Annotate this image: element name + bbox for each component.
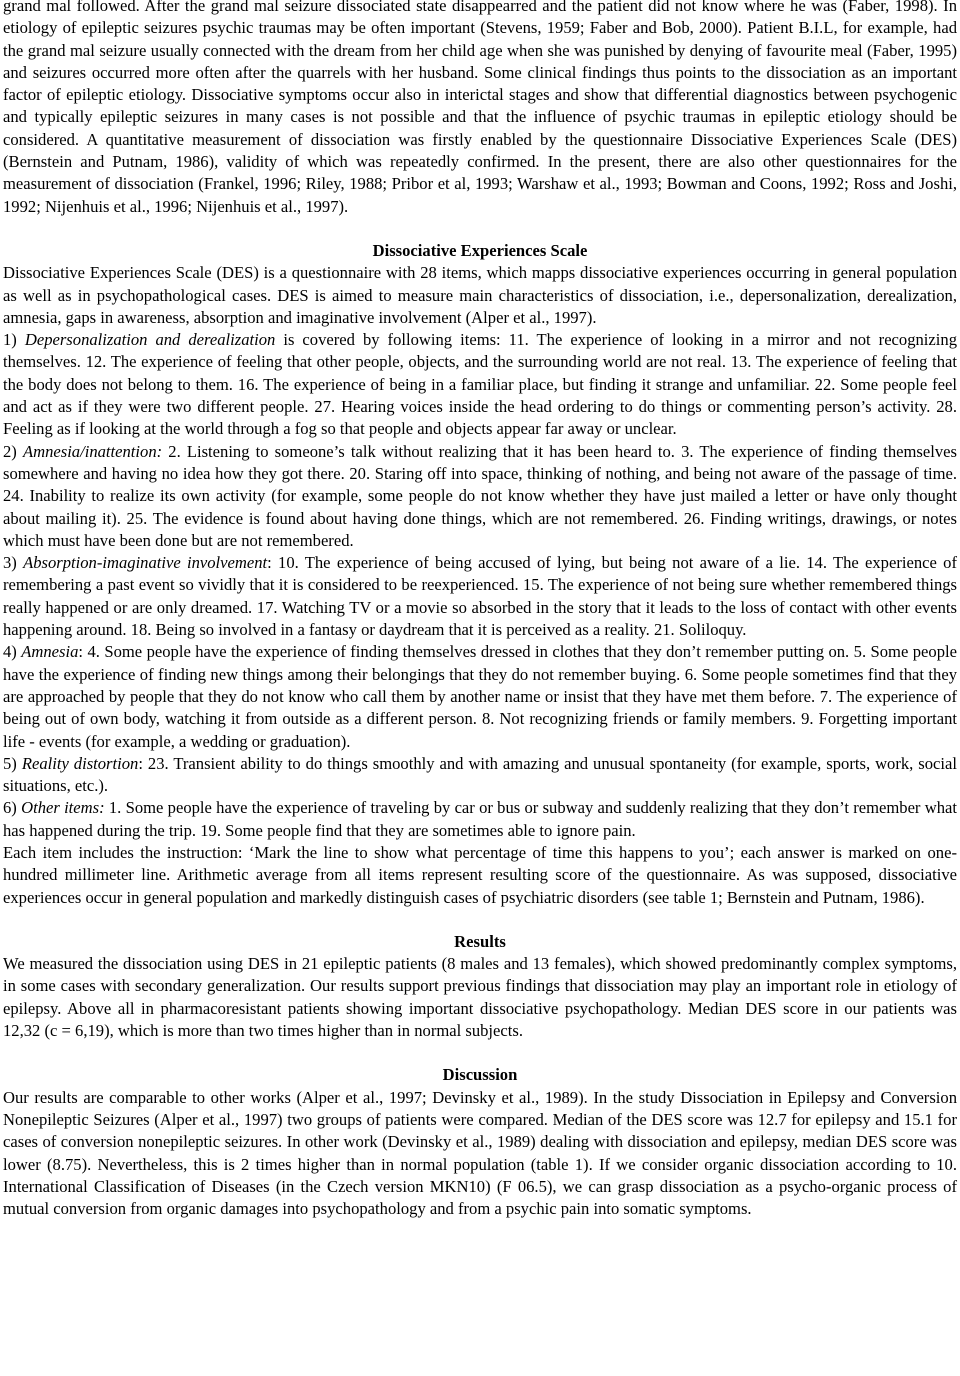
des-item-text: is covered by following items: 11. The experience of looking in a mirror and not recognizing themselves. 12. The experience of feeling that other people, objects, and the surrounding world are not real. 13. The experience of feeling that the body does not belong to them. 16. The experience of being in a familiar place, but finding it strange and unfamiliar. 22. Some people feel and act as if they were two different people. 27. Hearing voices inside the head ordering to do things or commenting person’s activity. 28. Feeling as if looking at the world through a fog so that people and objects appear far away or unclear. (3, 330, 957, 439)
results-paragraph: We measured the dissociation using DES in 21 epileptic patients (8 males and 13 females), which showed predominantly complex symptoms, in some cases with secondary generalization. Our results support previous findings that dissociation may play an important role in etiology of epilepsy. Above all in pharmacoresistant patients showing important dissociative psychopathology. Median DES score in our patients was 12,32 (c = 6,19), which is more than two times higher than in normal subjects. (3, 954, 957, 1041)
des-item-3 (3, 552, 957, 641)
des-item-number: 6) (3, 798, 22, 818)
section-gap (3, 218, 957, 240)
results-section-title: Results (454, 931, 506, 951)
des-item-label: Other items: (21, 798, 105, 818)
des-item-number: 4) (3, 642, 22, 662)
des-item-text: 1. Some people have the experience of traveling by car or bus or subway and suddenly realizing that they don’t remember what has happened during the trip. 19. Some people find that they are sometimes able to ignore pain. (3, 798, 957, 840)
des-item-label: Reality distortion (21, 753, 139, 773)
des-item-number: 3) (3, 553, 24, 573)
des-item-label: Amnesia/inattention: (22, 441, 163, 461)
des-item-label: Amnesia (21, 642, 79, 662)
des-closing-paragraph: Each item includes the instruction: ‘Mark the line to show what percentage of time this happens to you’; each answer is marked on one-hundred millimeter line. Arithmetic average from all items represent resulting score of the questionnaire. As was supposed, dissociative experiences occur in general population and markedly distinguish cases of psychiatric disorders (see table 1; Bernstein and Putnam, 1986). (3, 842, 957, 907)
des-item-label: Absorption-imaginative involvement (23, 553, 268, 573)
des-item-text: : 23. Transient ability to do things smoothly and with amazing and unusual spontaneity (for example, sports, work, social situations, etc.). (3, 753, 957, 796)
section-gap (3, 909, 957, 931)
des-item-text: : 4. Some people have the experience of finding themselves dressed in clothes that they don’t remember putting on. 5. Some people have the experience of finding new things among their belongings that they do not remember buying. 6. Some people sometimes find that they are approached by people that they do not know who call them by another name or insist that they have met them before. 7. The experience of being out of own body, watching it from outside as a different person. 8. Not recognizing friends or family members. 9. Forgetting important life - events (for example, a wedding or graduation). (3, 642, 957, 751)
des-item-text: : 10. The experience of being accused of lying, but being not aware of a lie. 14. The experience of remembering a past event so vividly that it is considered to be reexperienced. 15. The experience of not being sure whether remembered things really happened or are only dreamed. 17. Watching TV or a movie so absorbed in the story that it leads to the loss of contact with other events happening around. 18. Being so involved in a fantasy or daydream that it is perceived as a reality. 21. Soliloquy. (3, 553, 957, 640)
des-item-4 (3, 641, 957, 752)
discussion-section-title: Discussion (442, 1065, 518, 1085)
des-item-label: Depersonalization and derealization (24, 330, 276, 350)
des-item-5 (3, 753, 957, 798)
des-item-number: 1) (3, 330, 25, 350)
intro-paragraph: grand mal followed. After the grand mal seizure dissociated state disappearred and the patient did not know where he was (Faber, 1998). In etiology of epileptic seizures psychic traumas may be often important (Stevens, 1959; Faber and Bob, 2000). Patient B.I.L, for example, had the grand mal seizure usually connected with the dream from her child age when she was punished by denying of favourite meal (Faber, 1995) and seizures occurred more often after the quarrels with her husband. Some clinical findings thus points to the dissociation as an important factor of epileptic etiology. Dissociative symptoms occur also in interictal stages and show that differential diagnostics between psychogenic and typically epileptic seizures in many cases is not possible and that the influence of psychic traumas in epileptic etiology should be considered. A quantitative measurement of dissociation was firstly enabled by the questionnaire Dissociative Experiences Scale (DES) (Bernstein and Putnam, 1986), validity of which was repeatedly confirmed. In the present, there are also other questionnaires for the measurement of dissociation (Frankel, 1996; Riley, 1988; Pribor et al, 1993; Warshaw et al., 1993; Bowman and Coons, 1992; Ross and Joshi, 1992; Nijenhuis et al., 1996; Nijenhuis et al., 1997). (3, 0, 957, 216)
des-intro-paragraph: Dissociative Experiences Scale (DES) is a questionnaire with 28 items, which mapps dissociative experiences occurring in general population as well as in psychopathological cases. DES is aimed to measure main characteristics of dissociation, i.e., depersonalization, derealization, amnesia, gaps in awareness, absorption and imaginative involvement (Alper et al., 1997). (3, 263, 957, 327)
des-item-number: 2) (3, 441, 23, 461)
des-item-2 (3, 441, 957, 552)
des-item-1 (3, 329, 957, 440)
des-item-text: 2. Listening to someone’s talk without realizing that it has been heard to. 3. The experience of finding themselves somewhere and having no idea how they got there. 20. Staring off into space, thinking of nothing, and being not aware of the passage of time. 24. Inability to realize its own activity (for example, some people do not know whether they have just mailed a letter or have only thought about mailing it). 25. The evidence is found about having done things, which are not remembered. 26. Finding writings, drawings, or notes which must have been done but are not remembered. (3, 441, 957, 550)
section-gap (3, 1042, 957, 1064)
discussion-paragraph: Our results are comparable to other works (Alper et al., 1997; Devinsky et al., 1989). In the study Dissociation in Epilepsy and Conversion Nonepileptic Seizures (Alper et al., 1997) two groups of patients were compared. Median of the DES score was 12.7 for epilepsy and 15.1 for cases of conversion nonepileptic seizures. In other work (Devinsky et al., 1989) dealing with dissociation and epilepsy, median DES score was lower (8.75). Nevertheless, this is 2 times higher than in normal population (table 1). If we consider organic dissociation according to 10. International Classification of Diseases (in the Czech version MKN10) (F 06.5), we can grasp dissociation as a psycho-organic process of mutual conversion from organic damages into psychopathology and from a psychic pain into somatic symptoms. (3, 1087, 957, 1219)
des-item-6 (3, 797, 957, 842)
des-item-number: 5) (3, 753, 22, 773)
des-section-title: Dissociative Experiences Scale (372, 240, 588, 260)
